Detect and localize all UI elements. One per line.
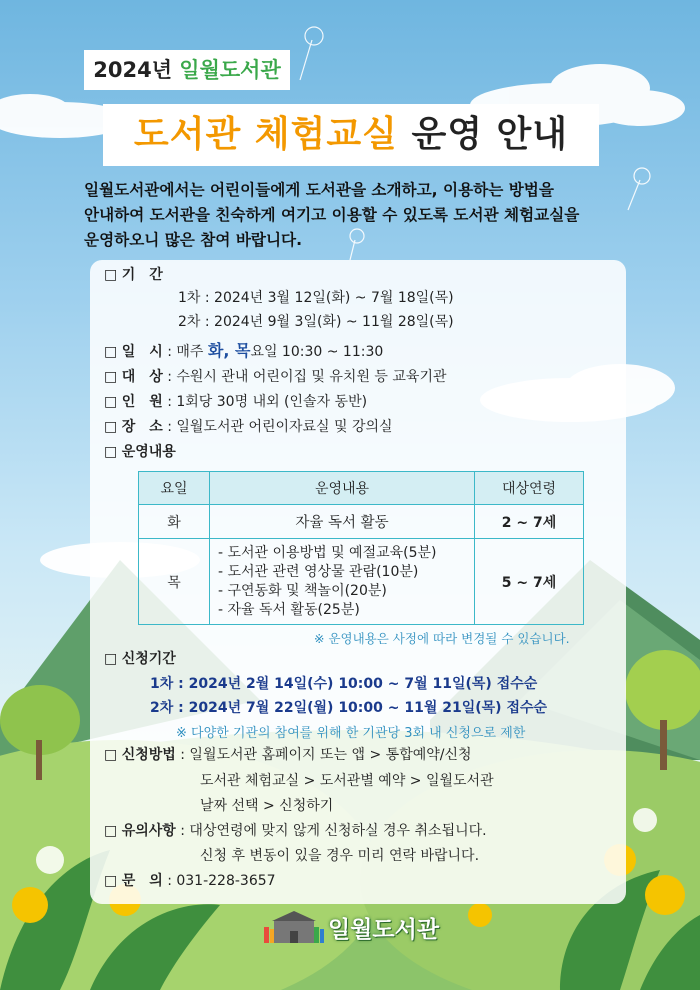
apply-method-line: : 일월도서관 홈페이지 또는 앱 > 통합예약/신청 [180, 747, 472, 763]
intro-line: 운영하오니 많은 참여 바랍니다. [84, 231, 303, 249]
table-row [139, 539, 584, 625]
bullet: □ [104, 444, 118, 460]
period-label: 기 간 [121, 267, 163, 283]
title-rest: 운영 안내 [411, 114, 569, 155]
apply-period-first: 1차 : 2024년 2월 14일(수) 10:00 ~ 7월 11일(목) 접수순 [150, 676, 538, 692]
period-label-row [104, 264, 163, 286]
target-value: : 수원시 관내 어린이집 및 유치원 등 교육기관 [167, 369, 447, 385]
apply-method-line: 날짜 선택 > 신청하기 [200, 798, 334, 814]
target-row [104, 366, 447, 388]
footer-logo-text: 일월도서관 [328, 917, 440, 943]
apply-period-note: ※ 다양한 기관의 참여를 위해 한 기관당 3회 내 신청으로 제한 [176, 726, 526, 741]
footer-logo [262, 905, 452, 949]
period-first: 1차 : 2024년 3월 12일(화) ~ 7월 18일(목) [178, 290, 454, 306]
intro-line: 일월도서관에서는 어린이들에게 도서관을 소개하고, 이용하는 방법을 [84, 181, 554, 199]
intro-line: 안내하여 도서관을 친숙하게 여기고 이용할 수 있도록 도서관 체험교실을 [84, 206, 580, 224]
bullet: □ [104, 823, 118, 839]
bullet: □ [104, 747, 118, 763]
schedule-row [104, 340, 383, 363]
table-cell-day: 화 [139, 505, 210, 539]
program-table [138, 471, 584, 625]
program-note: ※ 운영내용은 사정에 따라 변경될 수 있습니다. [314, 631, 570, 646]
bullet: □ [104, 394, 118, 410]
program-label: 운영내용 [121, 444, 176, 460]
people-value: : 1회당 30명 내외 (인솔자 동반) [167, 394, 368, 410]
contact-row [104, 870, 276, 892]
period-second: 2차 : 2024년 9월 3일(화) ~ 11월 28일(목) [178, 314, 454, 330]
apply-period-label: 신청기간 [121, 651, 176, 667]
bullet: □ [104, 267, 118, 283]
target-label: 대 상 [121, 369, 163, 385]
contact-value: : 031-228-3657 [167, 873, 276, 889]
people-row [104, 391, 367, 413]
table-cell-content [210, 539, 475, 625]
place-label: 장 소 [121, 419, 163, 435]
page-title [103, 104, 599, 166]
caution-label: 유의사항 [121, 823, 176, 839]
schedule-suffix: 요일 10:30 ~ 11:30 [250, 344, 384, 360]
content-line: - 구연동화 및 책놀이(20분) [218, 582, 387, 599]
caution-row [104, 820, 487, 842]
table-cell-content: 자율 독서 활동 [210, 505, 475, 539]
place-value: : 일월도서관 어린이자료실 및 강의실 [167, 419, 393, 435]
table-cell-age: 2 ~ 7세 [475, 505, 584, 539]
apply-method-row [104, 744, 472, 766]
apply-method-line: 도서관 체험교실 > 도서관별 예약 > 일월도서관 [200, 773, 494, 789]
table-header: 운영내용 [210, 472, 475, 505]
bullet: □ [104, 344, 118, 360]
library-name: 일월도서관 [179, 58, 281, 82]
caution-line: 신청 후 변동이 있을 경우 미리 연락 바랍니다. [200, 848, 480, 864]
title-highlight: 도서관 체험교실 [133, 114, 398, 155]
content-line: - 도서관 관련 영상물 관람(10분) [218, 563, 419, 580]
contact-label: 문 의 [121, 873, 163, 889]
place-row [104, 416, 393, 438]
schedule-prefix: : 매주 [167, 344, 208, 360]
content-line: - 자율 독서 활동(25분) [218, 601, 360, 618]
schedule-days: 화, 목 [207, 341, 251, 360]
intro-text [84, 178, 644, 253]
table-header: 요일 [139, 472, 210, 505]
year-badge [84, 50, 290, 90]
table-row [139, 505, 584, 539]
apply-method-label: 신청방법 [121, 747, 176, 763]
apply-period-row [104, 648, 176, 670]
content-line: - 도서관 이용방법 및 예절교육(5분) [218, 544, 437, 561]
apply-period-second: 2차 : 2024년 7월 22일(월) 10:00 ~ 11월 21일(목) 접수순 [150, 700, 548, 716]
program-row [104, 441, 176, 463]
table-header-row [139, 472, 584, 505]
schedule-label: 일 시 [121, 344, 163, 360]
bullet: □ [104, 369, 118, 385]
year-text: 2024년 [93, 58, 172, 82]
people-label: 인 원 [121, 394, 163, 410]
bullet: □ [104, 651, 118, 667]
table-cell-day: 목 [139, 539, 210, 625]
bullet: □ [104, 419, 118, 435]
bullet: □ [104, 873, 118, 889]
table-header: 대상연령 [475, 472, 584, 505]
library-building-icon [262, 909, 326, 945]
table-cell-age: 5 ~ 7세 [475, 539, 584, 625]
caution-line: : 대상연령에 맞지 않게 신청하실 경우 취소됩니다. [180, 823, 487, 839]
